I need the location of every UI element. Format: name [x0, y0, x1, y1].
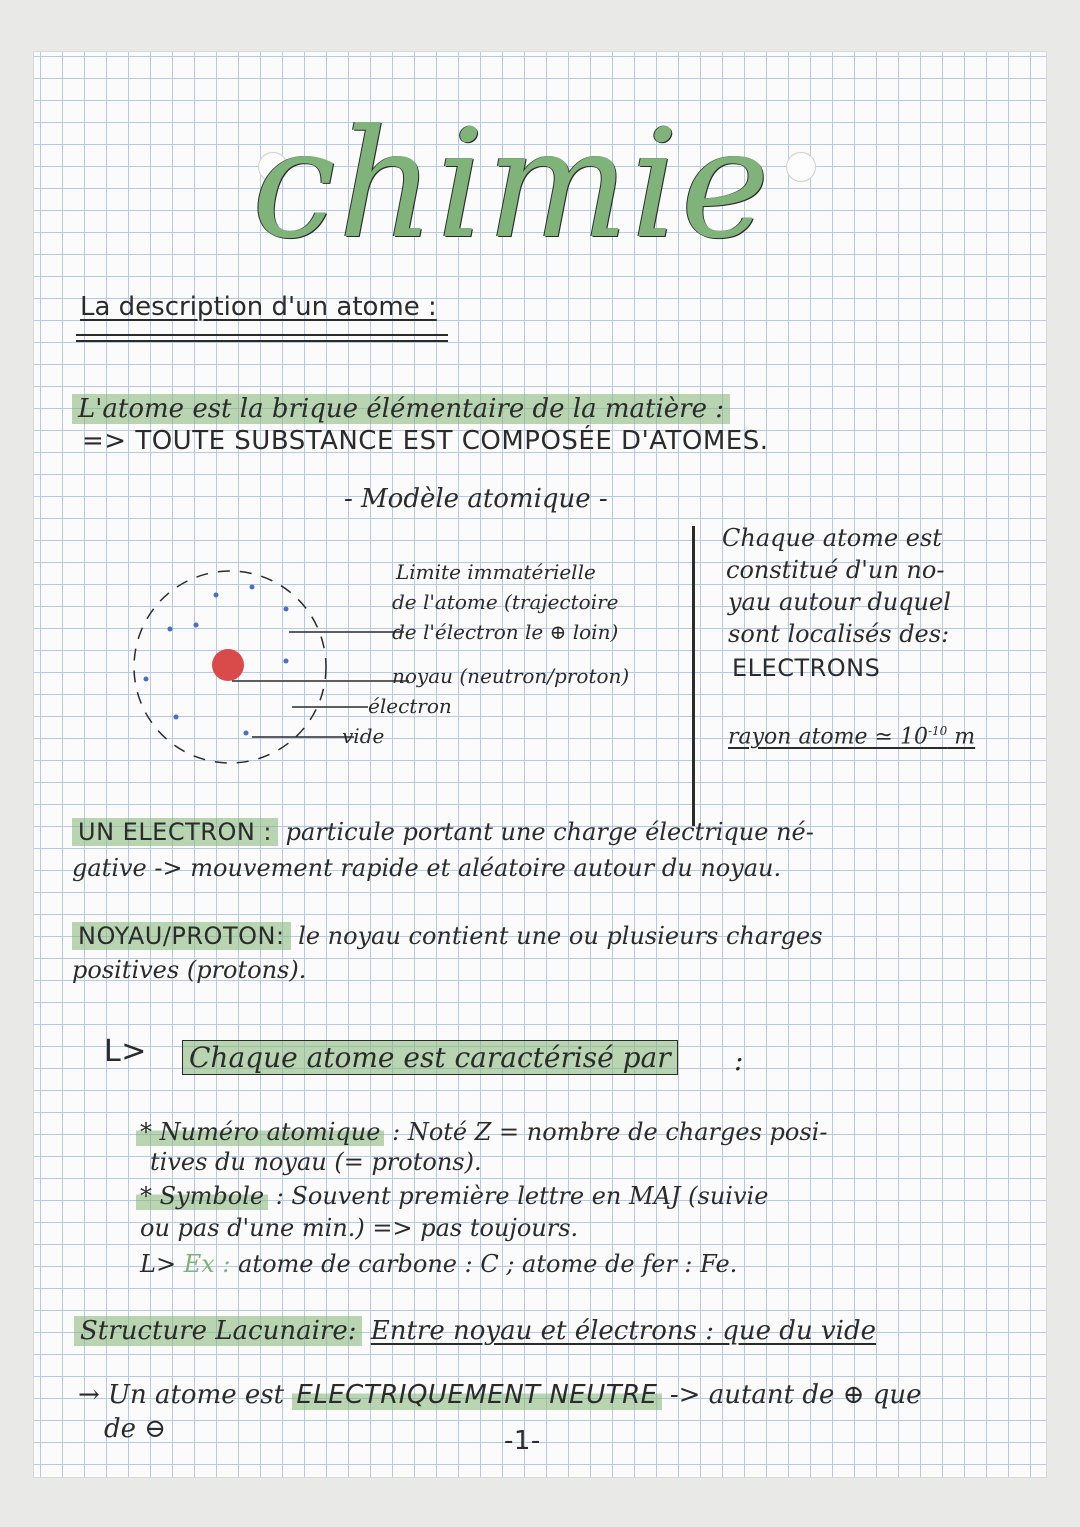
radius-unit: m	[947, 724, 976, 750]
bullet-1-term: * Numéro atomique	[136, 1118, 384, 1146]
notebook-page	[34, 52, 1046, 1477]
heading-double-underline-2	[76, 340, 448, 342]
page-number: -1-	[504, 1426, 541, 1456]
bullet-2-term: * Symbole	[136, 1182, 268, 1210]
bullet-1-text: : Noté Z = nombre de charges posi-	[392, 1118, 828, 1146]
side-line-5: ELECTRONS	[732, 654, 881, 682]
structure-term: Structure Lacunaire:	[74, 1316, 362, 1346]
electron-term: UN ELECTRON :	[72, 818, 278, 846]
bullet-1-line-2: tives du noyau (= protons).	[150, 1148, 482, 1176]
nucleus-definition-line-1	[72, 922, 823, 950]
label-nucleus: noyau (neutron/proton)	[392, 664, 630, 688]
nucleus-text-1: le noyau contient une ou plusieurs charges	[298, 922, 823, 950]
characterized-arrow: L>	[104, 1034, 147, 1069]
model-title: - Modèle atomique -	[344, 484, 608, 514]
electron-definition-line-1	[72, 818, 814, 846]
characterized-colon: :	[734, 1044, 744, 1077]
example-line	[140, 1250, 737, 1278]
binder-hole-right	[786, 152, 816, 182]
section-heading: La description d'un atome :	[80, 292, 437, 322]
side-line-4: sont localisés des:	[728, 620, 950, 648]
nucleus-definition-line-2: positives (protons).	[72, 956, 307, 984]
side-divider	[692, 526, 695, 826]
atom-radius	[728, 724, 975, 749]
page-title: chimie	[252, 98, 772, 272]
electron-text-1: particule portant une charge électrique né-	[285, 818, 814, 846]
example-text: atome de carbone : C ; atome de fer : Fe.	[238, 1250, 738, 1278]
side-line-2: constitué d'un no-	[726, 556, 945, 584]
nucleus-dot	[212, 649, 244, 681]
label-limit-1: Limite immatérielle	[396, 560, 596, 584]
neutral-text-a: → Un atome est	[78, 1380, 285, 1410]
intro-line-2: => TOUTE SUBSTANCE EST COMPOSÉE D'ATOMES.	[82, 426, 769, 456]
bullet-2-line-2: ou pas d'une min.) => pas toujours.	[140, 1214, 579, 1242]
label-electron: électron	[368, 694, 452, 718]
heading-double-underline	[76, 334, 448, 336]
electron-definition-line-2: gative -> mouvement rapide et aléatoire autour du noyau.	[72, 854, 782, 882]
label-void: vide	[342, 724, 385, 748]
intro-line-1: L'atome est la brique élémentaire de la matière :	[72, 394, 730, 424]
bullet-1-line-1	[136, 1118, 827, 1146]
structure-line	[74, 1316, 876, 1346]
label-limit-2: de l'atome (trajectoire	[392, 590, 619, 614]
side-line-3: yau autour duquel	[728, 588, 951, 616]
nucleus-term: NOYAU/PROTON:	[72, 922, 291, 950]
side-line-1: Chaque atome est	[722, 524, 942, 552]
neutral-term: ELECTRIQUEMENT NEUTRE	[292, 1380, 661, 1410]
structure-text: Entre noyau et électrons : que du vide	[370, 1316, 876, 1346]
neutral-line-1	[78, 1380, 921, 1410]
bullet-2-line-1	[136, 1182, 768, 1210]
radius-exponent: -10	[927, 724, 948, 738]
label-limit-3: de l'électron le ⊕ loin)	[392, 620, 619, 644]
example-prefix: L>	[140, 1250, 177, 1278]
radius-label: rayon atome ≃ 10	[728, 724, 928, 750]
characterized-title: Chaque atome est caractérisé par	[182, 1040, 678, 1075]
neutral-line-2: de ⊖	[104, 1414, 167, 1444]
bullet-2-text: : Souvent première lettre en MAJ (suivie	[275, 1182, 769, 1210]
neutral-text-c: -> autant de ⊕ que	[669, 1380, 922, 1410]
example-label: Ex :	[183, 1250, 231, 1278]
